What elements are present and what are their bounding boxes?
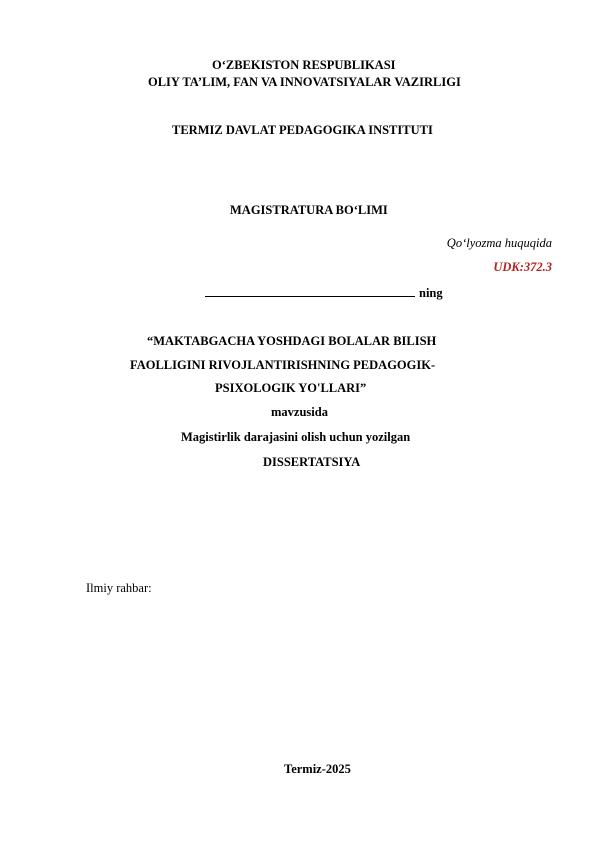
topic-word: mavzusida — [271, 405, 328, 419]
place-year: Termiz-2025 — [284, 762, 351, 776]
document-type: DISSERTATSIYA — [263, 455, 361, 469]
manuscript-rights: Qo‘lyozma huquqida — [446, 236, 552, 250]
thesis-title-line-1: “MAKTABGACHA YOSHDAGI BOLALAR BILISH — [147, 334, 437, 348]
author-suffix: ning — [419, 286, 443, 300]
department-heading: MAGISTRATURA BO‘LIMI — [230, 203, 388, 217]
degree-purpose: Magistirlik darajasini olish uchun yozilgan — [181, 430, 411, 444]
ministry-heading: OLIY TA’LIM, FAN VA INNOVATSIYALAR VAZIRLIGI — [148, 75, 461, 89]
thesis-title-line-3: PSIXOLOGIK YO'LLARI” — [215, 381, 367, 395]
author-line — [205, 285, 443, 301]
supervisor-label: Ilmiy rahbar: — [86, 581, 152, 595]
republic-heading: O‘ZBEKISTON RESPUBLIKASI — [212, 58, 396, 72]
thesis-title-line-2: FAOLLIGINI RIVOJLANTIRISHNING PEDAGOGIK- — [130, 358, 436, 372]
udk-code: UDK:372.3 — [493, 260, 552, 274]
author-name-blank — [205, 286, 415, 297]
institute-heading: TERMIZ DAVLAT PEDAGOGIKA INSTITUTI — [172, 123, 433, 137]
